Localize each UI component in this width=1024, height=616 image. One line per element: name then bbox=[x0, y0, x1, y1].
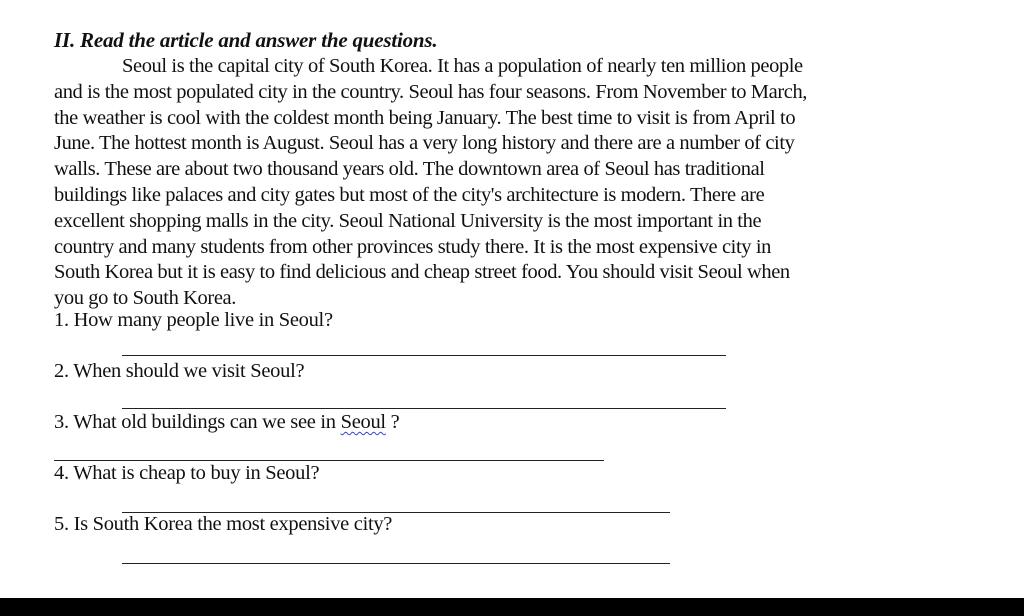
question-4: 4. What is cheap to buy in Seoul? bbox=[54, 462, 320, 484]
bottom-black-bar bbox=[0, 598, 1024, 616]
answer-line-5[interactable] bbox=[122, 563, 670, 564]
passage-line: the weather is cool with the coldest month being January. The best time to visit is from April to bbox=[54, 106, 796, 129]
answer-line-2[interactable] bbox=[122, 408, 726, 409]
passage-line: excellent shopping malls in the city. Seoul National University is the most important in the bbox=[54, 209, 762, 232]
section-heading: II. Read the article and answer the questions. bbox=[54, 28, 438, 52]
question-3 bbox=[54, 411, 399, 434]
passage-line: and is the most populated city in the country. Seoul has four seasons. From November to March, bbox=[54, 80, 808, 103]
passage-line: Seoul is the capital city of South Korea. It has a population of nearly ten million people bbox=[122, 55, 803, 77]
article-passage bbox=[54, 54, 922, 312]
passage-line: you go to South Korea. bbox=[54, 287, 236, 310]
question-3-end: ? bbox=[385, 411, 400, 433]
passage-line: country and many students from other provinces study there. It is the most expensive city in bbox=[54, 235, 771, 258]
passage-line: walls. These are about two thousand years old. The downtown area of Seoul has traditional bbox=[54, 158, 765, 181]
passage-line: buildings like palaces and city gates but most of the city's architecture is modern. There are bbox=[54, 183, 765, 206]
question-5: 5. Is South Korea the most expensive city? bbox=[54, 513, 393, 535]
question-2: 2. When should we visit Seoul? bbox=[54, 360, 305, 382]
answer-line-1[interactable] bbox=[122, 355, 726, 356]
question-3-text: 3. What old buildings can we see in bbox=[54, 411, 341, 433]
passage-line: South Korea but it is easy to find delicious and cheap street food. You should visit Seoul when bbox=[54, 261, 790, 284]
answer-line-3[interactable] bbox=[54, 460, 604, 461]
passage-line: June. The hottest month is August. Seoul has a very long history and there are a number of city bbox=[54, 132, 795, 155]
spellcheck-flagged-word[interactable]: Seoul bbox=[340, 411, 386, 433]
question-1: 1. How many people live in Seoul? bbox=[54, 309, 333, 331]
